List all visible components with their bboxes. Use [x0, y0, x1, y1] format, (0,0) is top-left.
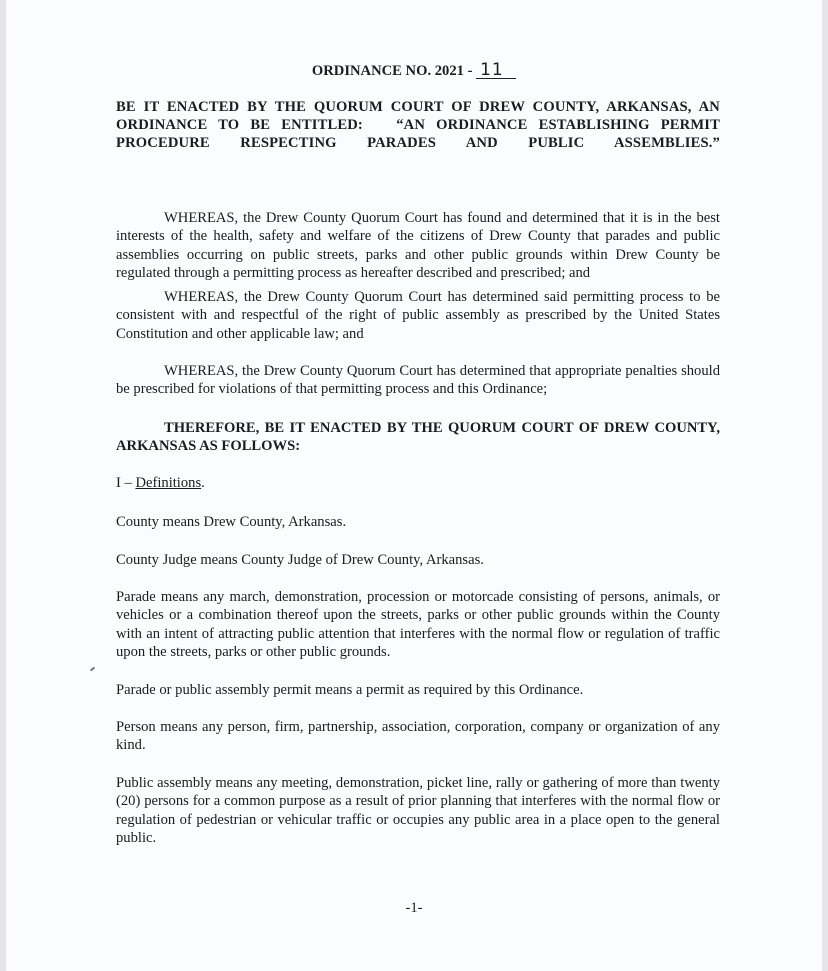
heading-line: ORDINANCE TO BE ENTITLED: “AN ORDINANCE ESTABLISHING PERMIT	[116, 117, 720, 134]
definition-permit: Parade or public assembly permit means a permit as required by this Ordinance.	[116, 682, 584, 698]
ordinance-title	[6, 62, 822, 80]
definition-county-judge: County Judge means County Judge of Drew County, Arkansas.	[116, 552, 484, 568]
whereas-paragraph-2: WHEREAS, the Drew County Quorum Court has determined said permitting process to be consistent with and respectful of the right of public assembly as prescribed by the United States Constitution and other applicable law; and	[116, 289, 720, 342]
therefore-clause: THEREFORE, BE IT ENACTED BY THE QUORUM COURT OF DREW COUNTY, ARKANSAS AS FOLLOWS:	[116, 420, 720, 455]
enactment-heading	[116, 98, 720, 153]
definition-county: County means Drew County, Arkansas.	[116, 514, 347, 530]
whereas-paragraph-3: WHEREAS, the Drew County Quorum Court has determined that appropriate penalties should be prescribed for violations of that permitting process and this Ordinance;	[116, 363, 720, 398]
section-heading	[116, 474, 720, 492]
section-suffix: .	[201, 475, 205, 491]
stray-pen-mark	[90, 667, 95, 672]
heading-line: PROCEDURE RESPECTING PARADES AND PUBLIC ASSEMBLIES.”	[116, 135, 720, 152]
whereas-paragraph-1: WHEREAS, the Drew County Quorum Court has found and determined that it is in the best interests of the health, safety and welfare of the citizens of Drew County that parades and public assemblies occurring on public streets, parks and other public grounds within Drew County be regulated through a permitting process as hereafter described and prescribed; and	[116, 210, 720, 282]
page-number: -1-	[405, 900, 423, 916]
definition-public-assembly: Public assembly means any meeting, demonstration, picket line, rally or gathering of more than twenty (20) persons for a common purpose as a result of prior planning that interferes with the normal flow or regulation of pedestrian or vehicular traffic or occupies any public area in a place open to the general public.	[116, 775, 720, 847]
ordinance-number-handwritten: 11	[476, 62, 516, 79]
section-number: I –	[116, 475, 136, 491]
document-page	[6, 0, 822, 971]
definition-person: Person means any person, firm, partnership, association, corporation, company or organization of any kind.	[116, 719, 720, 754]
definition-parade: Parade means any march, demonstration, procession or motorcade consisting of persons, animals, or vehicles or a combination thereof upon the streets, parks or other public grounds within the County with an intent of attracting public attention that interferes with the normal flow or regulation of traffic upon the streets, parks or other public grounds.	[116, 589, 720, 661]
ordinance-title-prefix: ORDINANCE NO. 2021 -	[311, 63, 473, 79]
section-title: Definitions	[135, 475, 202, 491]
heading-line: BE IT ENACTED BY THE QUORUM COURT OF DREW COUNTY, ARKANSAS, AN	[116, 99, 720, 115]
